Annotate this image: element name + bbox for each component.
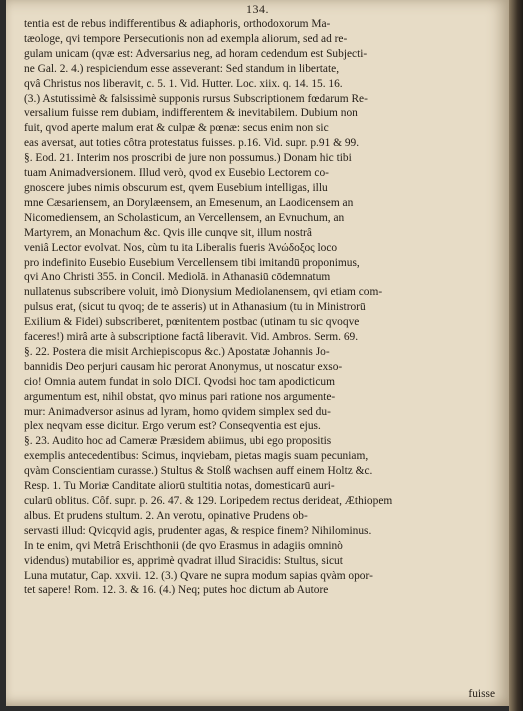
text-line: servasti illud: Qvicqvid agis, prudenter agas, & respice finem? Nihilominus. — [24, 524, 372, 537]
text-line: §. 23. Audito hoc ad Cameræ Præsidem abiimus, ubi ego propositis — [24, 435, 332, 448]
text-line: albus. Et prudens stultum. 2. An verotu, opinative Prudens ob- — [24, 509, 308, 522]
text-line: exemplis antecedentibus: Scimus, inqviebam, pietas magis suam pecuniam, — [24, 450, 369, 463]
text-line: §. Eod. 21. Interim nos proscribi de jure non possumus.) Donam hic tibi — [24, 152, 352, 165]
page-number: 134. — [246, 2, 269, 16]
text-line: mne Cæsariensem, an Dorylæensem, an Emesenum, an Laodicensem an — [24, 196, 354, 209]
text-line: eas aversat, aut toties côtra protestatus fuisses. p.16. Vid. supr. p.91 & 99. — [24, 137, 360, 150]
text-line: (3.) Astutissimè & falsissimè supponis rursus Subscriptionem fœdarum Re- — [24, 92, 368, 105]
text-line: qvâ Christus nos liberavit, c. 5. 1. Vid. Hutter. Loc. xiix. q. 14. 15. 16. — [24, 77, 343, 90]
text-line: mur: Animadversor asinus ad lyram, homo qvidem simplex sed du- — [24, 405, 331, 418]
text-line: qvàm Conscientiam curasse.) Stultus & Stolß wachsen auff einem Holtz &c. — [24, 465, 373, 478]
text-line: pro indefinito Eusebio Eusebium Vercellensem tibi imitandū proponimus, — [24, 256, 360, 269]
text-line: bannidis Deo perjuri causam hic perorat Anonymus, ut noscatur exso- — [24, 360, 343, 373]
text-line: pulsus erat, (sicut tu qvoq; de te asseris) ut in Athanasium (tu in Ministrorū — [24, 301, 366, 314]
text-line: gulam unicam (qvæ est: Adversarius neg, ad horam cedendum est Subjecti- — [24, 47, 368, 60]
text-line: tuam Animadversionem. Illud verò, qvod ex Eusebio Lectorem co- — [24, 167, 329, 180]
text-line: videndus) mutabilior es, apprimè qvadrat illud Siracidis: Stultus, sicut — [24, 554, 343, 567]
text-line: ne Gal. 2. 4.) respiciendum esse asseverant: Sed standum in libertate, — [24, 62, 340, 75]
text-line: argumentum est, nihil obstat, qvo minus pari ratione nos argumente- — [24, 390, 336, 403]
text-line: cio! Omnia autem fundat in solo DICI. Qvodsi hoc tam apodicticum — [24, 375, 335, 388]
book-page — [6, 0, 509, 706]
text-line: §. 22. Postera die misit Archiepiscopus &c.) Apostatæ Johannis Jo- — [24, 345, 330, 358]
text-line: tæologe, qvi tempore Persecutionis non ad exempla aliorum, sed ad re- — [24, 32, 348, 45]
text-line: Nicomediensem, an Scholasticum, an Vercellensem, an Evnuchum, an — [24, 211, 345, 224]
text-line: tet sapere! Rom. 12. 3. & 16. (4.) Neq; putes hoc dictum ab Autore — [24, 584, 329, 597]
body-text — [24, 17, 502, 598]
text-line: faceres!) mirâ arte à subscriptione factâ liberavit. Vid. Ambros. Serm. 69. — [24, 331, 359, 344]
text-line: In te enim, qvi Metrâ Erischthonii (de qvo Erasmus in adagiis omninò — [24, 539, 343, 552]
text-line: veniâ Lector evolvat. Nos, cùm tu ita Liberalis fueris Ἀνώδοξος loco — [24, 241, 338, 254]
text-line: Exilium & Fidei) subscriberet, pœnitentem postbac (utinam tu sic qvoqve — [24, 316, 360, 329]
text-line: cularū oblitus. Côf. supr. p. 26. 47. & 129. Loripedem rectus derideat, Æthiopem — [24, 495, 393, 507]
text-line: plex neqvam esse dicitur. Ergo verum est? Conseqventia est ejus. — [24, 420, 321, 433]
catchword: fuisse — [468, 688, 495, 700]
text-line: Martyrem, an Monachum &c. Qvis ille cunqve sit, illum nostrâ — [24, 226, 312, 239]
text-line: tentia est de rebus indifferentibus & adiaphoris, orthodoxorum Ma- — [24, 18, 331, 30]
text-line: qvi Ano Christi 355. in Concil. Mediolā. in Athanasiū cōdemnatum — [24, 271, 331, 284]
book-spine — [509, 0, 523, 711]
text-line: nullatenus subscribere voluit, imò Dionysium Mediolanensem, qvi etiam com- — [24, 286, 383, 299]
text-line: Resp. 1. Tu Moriæ Canditate aliorū stultitia notas, domesticarū auri- — [24, 480, 335, 493]
text-line: Luna mutatur, Cap. xxvii. 12. (3.) Qvare ne supra modum sapias qvàm opor- — [24, 569, 373, 582]
text-line: gnoscere jubes nimis obscurum est, qvem Eusebium intelligas, illu — [24, 181, 328, 194]
text-line: versalium fuisse rem dubiam, indifferentem & inevitabilem. Dubium non — [24, 107, 358, 120]
text-line: fuit, qvod aperte malum erat & culpæ & pœnæ: secus enim non sic — [24, 122, 329, 135]
